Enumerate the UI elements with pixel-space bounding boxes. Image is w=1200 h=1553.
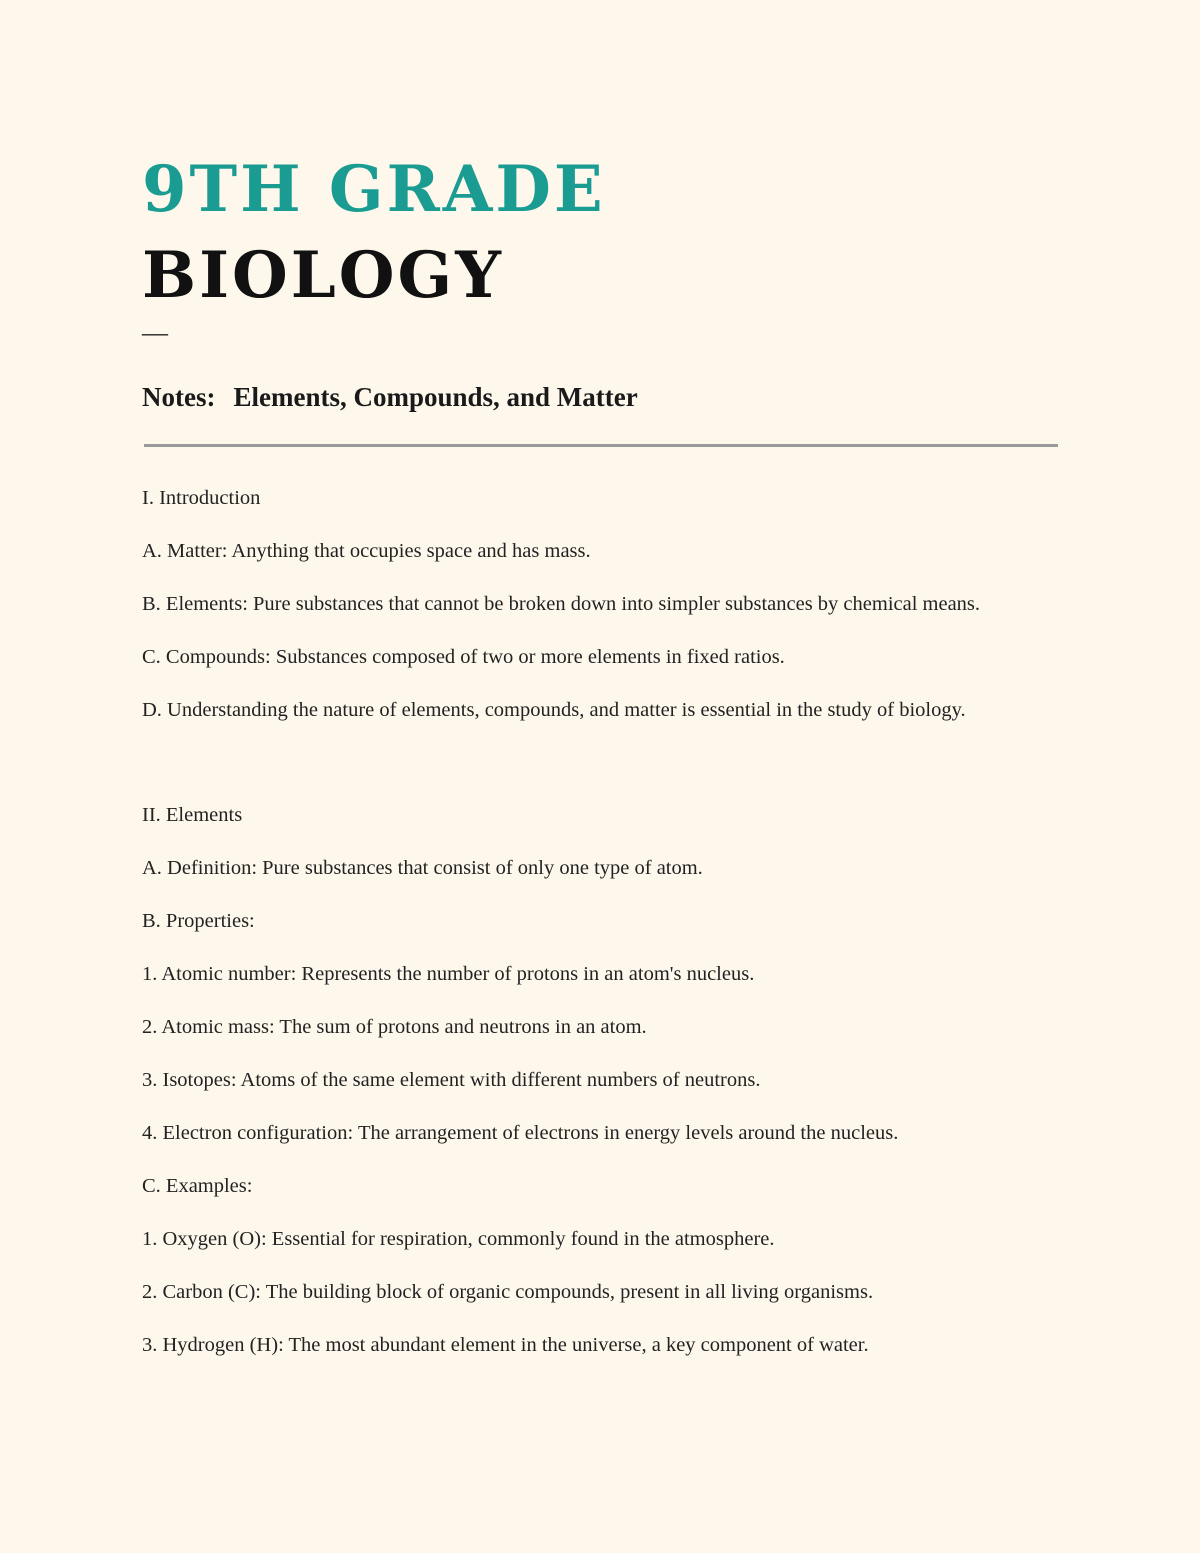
horizontal-divider (144, 444, 1058, 447)
list-item: 3. Isotopes: Atoms of the same element with different numbers of neutrons. (142, 1069, 761, 1091)
list-item: D. Understanding the nature of elements, compounds, and matter is essential in the study of biology. (142, 699, 966, 721)
title-dash: — (142, 318, 168, 347)
list-item: C. Compounds: Substances composed of two or more elements in fixed ratios. (142, 646, 785, 668)
subtitle-label: Notes: (142, 382, 216, 412)
section-spacer (142, 747, 1058, 799)
title-subject: BIOLOGY (142, 238, 504, 313)
list-item: C. Examples: (142, 1175, 253, 1197)
list-item: A. Matter: Anything that occupies space and has mass. (142, 540, 591, 562)
section-heading: I. Introduction (142, 487, 261, 509)
subtitle-topic: Elements, Compounds, and Matter (233, 382, 638, 412)
list-item: B. Properties: (142, 910, 255, 932)
list-item: 1. Oxygen (O): Essential for respiration, commonly found in the atmosphere. (142, 1228, 775, 1250)
notes-body (142, 482, 1058, 1382)
list-item: 4. Electron configuration: The arrangement of electrons in energy levels around the nucleus. (142, 1122, 899, 1144)
notes-subtitle (142, 380, 638, 414)
list-item: A. Definition: Pure substances that consist of only one type of atom. (142, 857, 703, 879)
list-item: 1. Atomic number: Represents the number of protons in an atom's nucleus. (142, 963, 755, 985)
list-item: 2. Atomic mass: The sum of protons and neutrons in an atom. (142, 1016, 647, 1038)
list-item: 2. Carbon (C): The building block of organic compounds, present in all living organisms. (142, 1281, 874, 1303)
title-grade: 9TH GRADE (142, 152, 606, 227)
section-heading: II. Elements (142, 804, 243, 826)
list-item: 3. Hydrogen (H): The most abundant element in the universe, a key component of water. (142, 1334, 869, 1356)
list-item: B. Elements: Pure substances that cannot be broken down into simpler substances by chemical means. (142, 593, 981, 615)
